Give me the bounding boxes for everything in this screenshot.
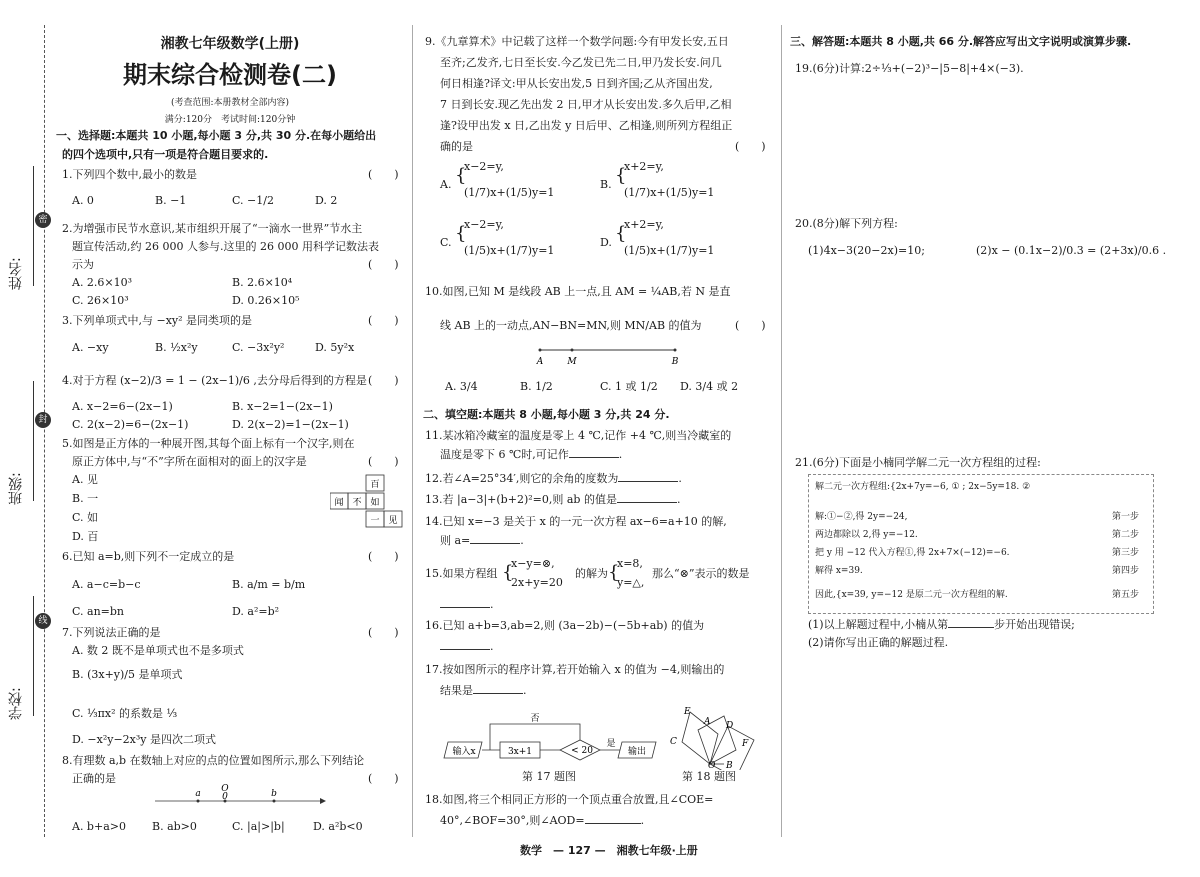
option: B. a/m = b/m — [232, 578, 306, 591]
flow-node: < 20 — [571, 746, 593, 756]
question-stem: 正确的是 — [72, 772, 116, 785]
axis-label: O — [221, 784, 229, 794]
question-stem: 8.有理数 a,b 在数轴上对应的点的位置如图所示,那么下列结论 — [62, 754, 365, 767]
option: D. 2(x−2)=1−(2x−1) — [232, 418, 349, 431]
option: C. — [440, 236, 452, 249]
equation: (1/5)x+(1/7)y=1 — [624, 244, 715, 257]
question-stem: 20.(8分)解下列方程: — [795, 217, 898, 230]
question-stem: 15.如果方程组 — [425, 567, 498, 580]
option: A. 见 — [72, 473, 98, 486]
answer-blank[interactable] — [569, 457, 619, 458]
book-title: 湘教七年级数学(上册) — [160, 36, 300, 52]
flow-edge-label: 否 — [530, 714, 540, 724]
solution-step: 解:①−②,得 2y=−24, — [815, 512, 908, 522]
option: D. a²b<0 — [313, 820, 363, 833]
class-field-label: 班级: — [6, 365, 34, 505]
question-stem: 温度是零下 6 ℃时,可记作 . — [440, 448, 623, 461]
step-label: 第三步 — [1112, 548, 1140, 558]
question-stem: 14.已知 x=−3 是关于 x 的一元一次方程 ax−6=a+10 的解, — [425, 515, 727, 528]
equation: x−2=y, — [464, 160, 504, 173]
point-label: O — [708, 761, 716, 770]
column-divider — [781, 25, 782, 837]
answer-paren: ( ) — [368, 626, 399, 639]
equation: (1/5)x+(1/7)y=1 — [464, 244, 555, 257]
question-part: (2)请你写出正确的解题过程. — [808, 636, 949, 649]
exam-scope: (考查范围:本册教材全部内容) — [170, 98, 290, 108]
equation: (1/7)x+(1/5)y=1 — [624, 186, 715, 199]
page-title: 期末综合检测卷(二) — [123, 61, 337, 89]
answer-paren: ( ) — [368, 374, 399, 387]
solution-step: 两边都除以 2,得 y=−12. — [815, 530, 918, 540]
question-stem: 则 a= . — [440, 534, 524, 547]
option: C. 如 — [72, 511, 99, 524]
option: A. 3/4 — [445, 380, 478, 393]
equation: x+2=y, — [624, 160, 664, 173]
school-field-label: 学校: — [6, 580, 34, 720]
axis-label: b — [271, 789, 277, 799]
question-stem: 40°,∠BOF=30°,则∠AOD= . — [440, 814, 645, 827]
answer-paren: ( ) — [368, 455, 399, 468]
question-stem: 结果是 . — [440, 684, 527, 697]
solution-step: 把 y 用 −12 代入方程①,得 2x+7×(−12)=−6. — [815, 548, 1010, 558]
option: C. an=bn — [72, 605, 125, 618]
figure-caption: 第 17 题图 — [522, 770, 576, 783]
question-stem: 那么“⊗”表示的数是 — [652, 567, 750, 580]
answer-blank[interactable] — [618, 481, 678, 482]
point-label: A — [704, 717, 711, 727]
option: D. — [600, 236, 612, 249]
step-label: 第四步 — [1112, 566, 1140, 576]
step-label: 第一步 — [1112, 512, 1140, 522]
solution-step: 解二元一次方程组:{2x+7y=−6, ① ; 2x−5y=18. ② — [815, 482, 1031, 492]
point-label: D — [726, 721, 734, 731]
figure-caption: 第 18 题图 — [682, 770, 736, 783]
question-stem: 4.对于方程 (x−2)/3 = 1 − (2x−1)/6 ,去分母后得到的方程是 — [62, 374, 367, 387]
question-stem: 的解为 — [575, 567, 608, 580]
section-heading: 二、填空题:本题共 8 小题,每小题 3 分,共 24 分. — [423, 408, 670, 421]
brace: { — [502, 562, 514, 583]
question-stem: 至齐;乙发齐,七日至长安.今乙发已先二日,甲乃发长安.问几 — [440, 56, 722, 69]
option: A. 数 2 既不是单项式也不是多项式 — [72, 644, 244, 657]
question-stem: 5.如图是正方体的一种展开图,其每个面上标有一个汉字,则在 — [62, 437, 355, 450]
segment-figure — [530, 342, 690, 368]
question-stem: . — [440, 638, 494, 656]
flow-edge-label: 是 — [606, 739, 616, 749]
option: D. 0.26×10⁵ — [232, 294, 300, 307]
equation: x−2=y, — [464, 218, 504, 231]
name-field-label: 姓名: — [6, 150, 34, 290]
brace: { — [455, 165, 467, 186]
equation: x=8, — [617, 557, 643, 570]
option: B. 2.6×10⁴ — [232, 276, 293, 289]
option: C. 26×10³ — [72, 294, 129, 307]
option: B. 一 — [72, 492, 99, 505]
answer-paren: ( ) — [368, 550, 399, 563]
question-stem: 原正方体中,与“不”字所在面相对的面上的汉字是 — [72, 455, 307, 468]
answer-blank[interactable] — [440, 607, 490, 608]
cube-face: 见 — [388, 516, 398, 526]
answer-blank[interactable] — [948, 627, 994, 628]
cube-face: 百 — [370, 480, 380, 490]
cube-face: 一 — [370, 516, 380, 526]
flow-node: 输入x — [452, 747, 476, 757]
exam-meta: 满分:120分 考试时间:120分钟 — [164, 115, 296, 125]
option: B. ab>0 — [152, 820, 197, 833]
option: A. 0 — [72, 194, 94, 207]
section-heading: 的四个选项中,只有一项是符合题目要求的. — [62, 148, 269, 161]
option: A. 2.6×10³ — [72, 276, 133, 289]
solution-step: 解得 x=39. — [815, 566, 863, 576]
question-stem: 19.(6分)计算:2÷⅓+(−2)³−|5−8|+4×(−3). — [795, 62, 1024, 75]
option: A. — [440, 178, 452, 191]
option: D. 3/4 或 2 — [680, 380, 739, 393]
option: D. a²=b² — [232, 605, 280, 618]
flow-node: 输出 — [627, 747, 647, 757]
squares-figure — [668, 702, 768, 770]
option: A. b+a>0 — [72, 820, 126, 833]
question-stem: 11.某冰箱冷藏室的温度是零上 4 ℃,记作 +4 ℃,则当冷藏室的 — [425, 429, 732, 442]
question-stem: 6.已知 a=b,则下列不一定成立的是 — [62, 550, 235, 563]
question-stem: 13.若 |a−3|+(b+2)²=0,则 ab 的值是 . — [425, 493, 681, 506]
column-divider — [412, 25, 413, 837]
brace: { — [615, 223, 627, 244]
binding-line — [44, 25, 45, 837]
equation: x−y=⊗, — [511, 557, 555, 570]
answer-blank[interactable] — [585, 823, 641, 824]
question-stem: 16.已知 a+b=3,ab=2,则 (3a−2b)−(−5b+ab) 的值为 — [425, 619, 705, 632]
flow-node: 3x+1 — [507, 747, 533, 757]
option: C. |a|>|b| — [232, 820, 285, 833]
question-stem: . — [440, 596, 494, 614]
question-stem: 21.(6分)下面是小楠同学解二元一次方程组的过程: — [795, 456, 1041, 469]
question-stem: 17.按如图所示的程序计算,若开始输入 x 的值为 −4,则输出的 — [425, 663, 725, 676]
question-stem: 2.为增强市民节水意识,某市组织开展了“一滴水一世界”节水主 — [62, 222, 363, 235]
brace: { — [608, 562, 620, 583]
seal-mark: 封 — [35, 412, 51, 428]
cube-net-figure — [330, 473, 410, 533]
option: C. 2(x−2)=6−(2x−1) — [72, 418, 189, 431]
brace: { — [455, 223, 467, 244]
point-label: A — [536, 357, 544, 367]
question-stem: 12.若∠A=25°34′,则它的余角的度数为 . — [425, 472, 682, 485]
question-stem: 3.下列单项式中,与 −xy² 是同类项的是 — [62, 314, 253, 327]
equation: y=△, — [617, 576, 645, 589]
option: C. −3x²y² — [232, 341, 285, 354]
axis-label: 0 — [222, 792, 228, 802]
seal-mark: 线 — [35, 613, 51, 629]
answer-paren: ( ) — [368, 168, 399, 181]
cube-face: 如 — [370, 498, 380, 508]
answer-blank[interactable] — [470, 543, 520, 544]
question-stem: 1.下列四个数中,最小的数是 — [62, 168, 197, 181]
option: B. 1/2 — [520, 380, 553, 393]
solution-step: 因此,{x=39, y=−12 是原二元一次方程组的解. — [815, 590, 1008, 600]
option: A. x−2=6−(2x−1) — [72, 400, 173, 413]
option: D. −x²y−2x³y 是四次二项式 — [72, 733, 217, 746]
option: B. −1 — [155, 194, 187, 207]
answer-paren: ( ) — [368, 772, 399, 785]
section-heading: 三、解答题:本题共 8 小题,共 66 分.解答应写出文字说明或演算步骤. — [790, 35, 1132, 48]
page-footer: 数学 — 127 — 湘教七年级·上册 — [520, 844, 698, 857]
answer-paren: ( ) — [735, 319, 766, 332]
section-heading: 一、选择题:本题共 10 小题,每小题 3 分,共 30 分.在每小题给出 — [56, 129, 377, 142]
point-label: C — [670, 737, 677, 747]
option: B. — [600, 178, 612, 191]
option: D. 百 — [72, 530, 99, 543]
question-part: (2)x − (0.1x−2)/0.3 = (2+3x)/0.6 . — [976, 244, 1167, 257]
option: C. −1/2 — [232, 194, 274, 207]
brace: { — [615, 165, 627, 186]
question-stem: 逢?设甲出发 x 日,乙出发 y 日后甲、乙相逢,则所列方程组正 — [440, 119, 733, 132]
answer-blank[interactable] — [473, 693, 523, 694]
question-stem: 18.如图,将三个相同正方形的一个顶点重合放置,且∠COE= — [425, 793, 714, 806]
cube-face: 不 — [352, 498, 362, 508]
question-part: (1)以上解题过程中,小楠从第 步开始出现错误; — [808, 618, 1075, 631]
answer-blank[interactable] — [617, 502, 677, 503]
question-stem: 线 AB 上的一动点,AN−BN=MN,则 MN/AB 的值为 — [440, 319, 702, 332]
equation: x+2=y, — [624, 218, 664, 231]
seal-mark: 密 — [35, 212, 51, 228]
point-label: E — [684, 707, 691, 717]
option: C. 1 或 1/2 — [600, 380, 658, 393]
option: C. ⅓πx² 的系数是 ⅓ — [72, 707, 178, 720]
point-label: B — [726, 761, 733, 770]
answer-paren: ( ) — [368, 258, 399, 271]
question-stem: 7 日到长安.现乙先出发 2 日,甲才从长安出发.多久后甲,乙相 — [440, 98, 732, 111]
option: D. 2 — [315, 194, 338, 207]
question-stem: 确的是 — [440, 140, 473, 153]
cube-face: 闻 — [334, 498, 344, 508]
answer-blank[interactable] — [440, 649, 490, 650]
question-stem: 何日相逢?译文:甲从长安出发,5 日到齐国;乙从齐国出发, — [440, 77, 713, 90]
answer-paren: ( ) — [368, 314, 399, 327]
axis-label: a — [195, 789, 201, 799]
option: A. a−c=b−c — [72, 578, 141, 591]
option: D. 5y²x — [315, 341, 355, 354]
step-label: 第二步 — [1112, 530, 1140, 540]
point-label: F — [742, 739, 749, 749]
flowchart-figure — [440, 712, 670, 770]
question-stem: 9.《九章算术》中记载了这样一个数学问题:今有甲发长安,五日 — [425, 35, 729, 48]
option: A. −xy — [72, 341, 109, 354]
option: B. ½x²y — [155, 341, 198, 354]
option: B. (3x+y)/5 是单项式 — [72, 668, 183, 681]
answer-paren: ( ) — [735, 140, 766, 153]
step-label: 第五步 — [1112, 590, 1140, 600]
question-stem: 示为 — [72, 258, 94, 271]
point-label: B — [671, 357, 679, 367]
question-stem: 10.如图,已知 M 是线段 AB 上一点,且 AM = ¼AB,若 N 是直 — [425, 285, 731, 298]
question-stem: 7.下列说法正确的是 — [62, 626, 161, 639]
number-line-figure — [150, 783, 330, 813]
question-stem: 题宣传活动,约 26 000 人参与.这里的 26 000 用科学记数法表 — [72, 240, 379, 253]
option: B. x−2=1−(2x−1) — [232, 400, 333, 413]
equation: 2x+y=20 — [511, 576, 563, 589]
equation: (1/7)x+(1/5)y=1 — [464, 186, 555, 199]
question-part: (1)4x−3(20−2x)=10; — [808, 244, 925, 257]
point-label: M — [567, 357, 577, 367]
